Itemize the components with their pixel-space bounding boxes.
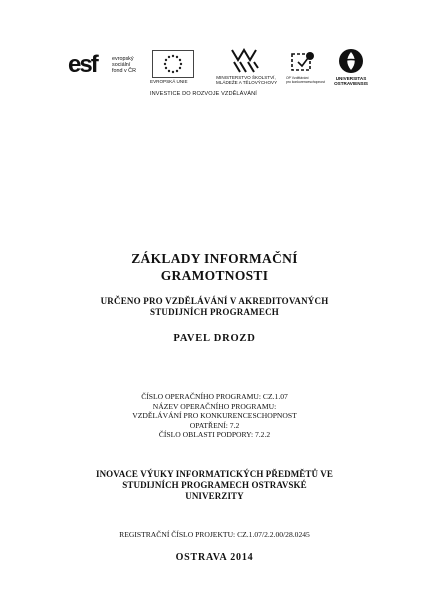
- msmt-caption: MINISTERSTVO ŠKOLSTVÍ, MLÁDEŽE A TĚLOVÝCHOVY: [216, 75, 278, 86]
- university-caption: UNIVERSITAS OSTRAVIENSIS: [334, 76, 368, 87]
- eu-flag-icon: [152, 50, 194, 78]
- investment-slogan: INVESTICE DO ROZVOJE VZDĚLÁVÁNÍ: [150, 91, 257, 97]
- university-seal-icon: [338, 48, 364, 74]
- project-title: INOVACE VÝUKY INFORMATICKÝCH PŘEDMĚTŮ VE STUDIJNÍCH PROGRAMECH OSTRAVSKÉ UNIVERZITY: [95, 469, 333, 501]
- esf-logo-icon: esf: [68, 51, 97, 78]
- msmt-logo-icon: [230, 46, 260, 74]
- eu-caption: EVROPSKÁ UNIE: [150, 79, 188, 84]
- author-name: PAVEL DROZD: [173, 333, 256, 344]
- document-subtitle: URČENO PRO VZDĚLÁVÁNÍ V AKREDITOVANÝCH STUDIJNÍCH PROGRAMECH: [100, 296, 329, 317]
- program-info: ČÍSLO OPERAČNÍHO PROGRAMU: CZ.1.07 NÁZEV OPERAČNÍHO PROGRAMU: VZDĚLÁVÁNÍ PRO KONKURENCESCHOPNOST OPATŘENÍ: 7.2 ČÍSLO OBLASTI PODPORY: 7.2.2: [132, 392, 297, 440]
- document-title: ZÁKLADY INFORMAČNÍ GRAMOTNOSTI: [131, 251, 298, 283]
- op-vk-logo-icon: [290, 50, 316, 74]
- op-vk-caption: OP Vzdělávání pro konkurenceschopnost: [286, 76, 325, 84]
- esf-logo-text: evropský sociální fond v ČR: [112, 56, 136, 75]
- city-year: OSTRAVA 2014: [175, 552, 254, 563]
- registration-number: REGISTRAČNÍ ČÍSLO PROJEKTU: CZ.1.07/2.2.00/28.0245: [119, 530, 310, 539]
